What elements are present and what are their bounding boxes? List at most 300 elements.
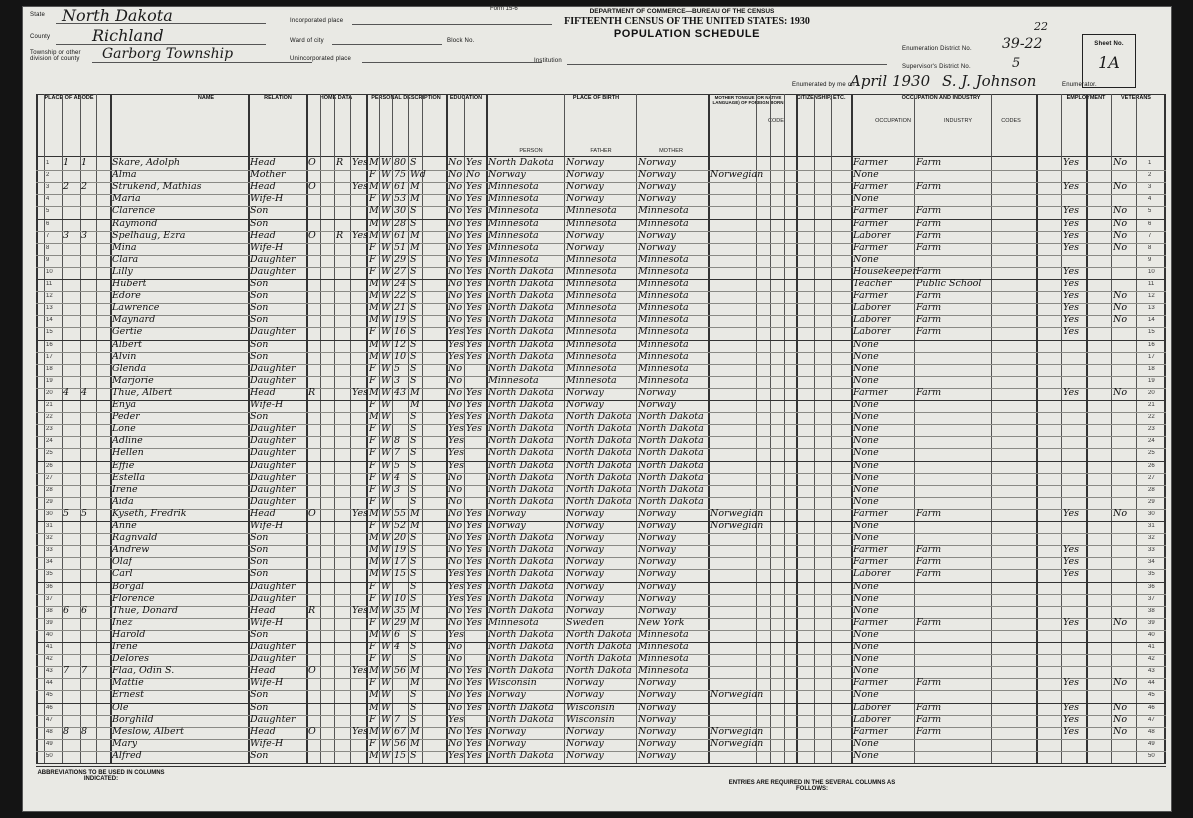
industry-cell: Farm <box>916 290 942 302</box>
marital-status-cell: S <box>410 495 417 507</box>
marital-status-cell: M <box>410 241 420 253</box>
sex-cell: F <box>369 362 376 374</box>
marital-status-cell: S <box>410 749 417 761</box>
race-cell: W <box>381 725 391 737</box>
marital-status-cell: M <box>410 229 420 241</box>
race-cell: W <box>381 495 391 507</box>
attended-school-cell: No <box>448 544 463 556</box>
can-read-cell: Yes <box>466 604 482 616</box>
birthplace-father-cell: Norway <box>566 399 604 410</box>
line-number: 25 <box>46 450 53 457</box>
relation-cell: Wife-H <box>250 677 284 689</box>
birthplace-mother-cell: Minnesota <box>638 628 689 640</box>
form-number: Form 15-6 <box>490 6 518 12</box>
family-number-cell: 3 <box>81 229 88 241</box>
birthplace-person-cell: North Dakota <box>488 362 554 374</box>
birthplace-mother-cell: Minnesota <box>638 265 689 277</box>
can-read-cell: Yes <box>466 749 482 761</box>
line-number-right: 33 <box>1148 547 1155 554</box>
birthplace-father-cell: North Dakota <box>566 471 632 483</box>
birthplace-mother-cell: North Dakota <box>638 423 704 435</box>
line-number: 6 <box>46 220 50 227</box>
industry-cell: Farm <box>916 568 942 580</box>
occupation-cell: None <box>853 641 879 652</box>
sex-cell: F <box>369 520 376 531</box>
relation-cell: Son <box>250 205 269 217</box>
age-cell: 6 <box>394 628 401 640</box>
line-number: 38 <box>46 607 53 614</box>
line-number: 4 <box>46 196 50 203</box>
birthplace-person-cell: Minnesota <box>488 193 539 205</box>
marital-status-cell: S <box>410 556 417 568</box>
can-read-cell: Yes <box>466 616 482 628</box>
line-number: 16 <box>46 341 53 348</box>
sex-cell: M <box>369 604 379 616</box>
birthplace-father-cell: Minnesota <box>566 302 617 314</box>
can-read-cell: Yes <box>466 568 482 580</box>
birthplace-father-cell: Norway <box>566 507 604 519</box>
occupation-cell: None <box>853 423 879 435</box>
attended-school-cell: No <box>448 616 463 628</box>
age-cell: 29 <box>394 253 407 265</box>
occupation-cell: Laborer <box>853 302 892 314</box>
can-read-cell: Yes <box>466 665 482 677</box>
county-underline <box>56 44 266 45</box>
employed-cell: Yes <box>1063 241 1079 253</box>
birthplace-father-cell: Minnesota <box>566 217 617 229</box>
occupation-cell: None <box>853 665 879 677</box>
sex-cell: F <box>369 423 376 435</box>
sex-cell: M <box>369 544 379 556</box>
occupation-cell: Farmer <box>853 181 889 193</box>
sex-cell: F <box>369 471 376 483</box>
race-cell: W <box>381 665 391 677</box>
race-cell: W <box>381 737 391 749</box>
birthplace-father-cell: Minnesota <box>566 374 617 386</box>
sex-cell: F <box>369 435 376 447</box>
birthplace-mother-cell: Norway <box>638 544 676 556</box>
employed-cell: Yes <box>1063 229 1079 241</box>
employed-cell: Yes <box>1063 302 1079 314</box>
line-number-right: 40 <box>1148 631 1155 638</box>
can-read-cell: Yes <box>466 677 482 689</box>
race-cell: W <box>381 749 391 761</box>
can-read-cell: Yes <box>466 689 482 701</box>
can-read-cell: Yes <box>466 520 482 531</box>
birthplace-father-cell: Norway <box>566 737 604 749</box>
race-cell: W <box>381 314 391 326</box>
person-name-cell: Thue, Albert <box>112 386 173 398</box>
sex-cell: M <box>369 689 379 701</box>
line-number: 48 <box>46 728 53 735</box>
marital-status-cell: S <box>410 459 417 471</box>
dwelling-number-cell: 7 <box>63 665 70 677</box>
sex-cell: M <box>369 556 379 568</box>
birthplace-father-cell: Minnesota <box>566 290 617 302</box>
industry-cell: Farm <box>916 265 942 277</box>
birthplace-father-cell: Minnesota <box>566 350 617 362</box>
line-number-right: 14 <box>1148 317 1155 324</box>
industry-cell: Public School <box>916 278 982 289</box>
line-number-right: 30 <box>1148 510 1155 517</box>
birthplace-mother-cell: Norway <box>638 532 676 544</box>
can-read-cell: Yes <box>466 350 482 362</box>
race-cell: W <box>381 217 391 229</box>
relation-cell: Son <box>250 278 269 289</box>
relation-cell: Son <box>250 556 269 568</box>
birthplace-person-cell: North Dakota <box>488 157 554 168</box>
group-abode: PLACE OF ABODE <box>44 95 94 101</box>
can-read-cell: Yes <box>466 411 482 423</box>
birthplace-person-cell: Norway <box>488 169 526 181</box>
marital-status-cell: S <box>410 423 417 435</box>
attended-school-cell: No <box>448 665 463 677</box>
line-number: 35 <box>46 571 53 578</box>
occupation-cell: None <box>853 399 879 410</box>
age-cell: 17 <box>394 556 407 568</box>
birthplace-mother-cell: Norway <box>638 241 676 253</box>
occupation-cell: Laborer <box>853 568 892 580</box>
relation-cell: Daughter <box>250 483 296 495</box>
marital-status-cell: M <box>410 665 420 677</box>
line-number: 12 <box>46 293 53 300</box>
occupation-cell: None <box>853 580 879 592</box>
occupation-cell: Farmer <box>853 507 889 519</box>
line-number-right: 2 <box>1148 172 1152 179</box>
occupation-cell: Farmer <box>853 241 889 253</box>
relation-cell: Son <box>250 689 269 701</box>
line-number-right: 39 <box>1148 619 1155 626</box>
veteran-cell: No <box>1113 713 1128 725</box>
birthplace-mother-cell: Minnesota <box>638 253 689 265</box>
marital-status-cell: S <box>410 338 417 350</box>
veteran-cell: No <box>1113 677 1128 689</box>
birthplace-mother-cell: North Dakota <box>638 471 704 483</box>
employed-cell: Yes <box>1063 157 1079 168</box>
can-read-cell: Yes <box>466 278 482 289</box>
sex-cell: F <box>369 580 376 592</box>
line-number: 50 <box>46 752 53 759</box>
industry-cell: Farm <box>916 544 942 556</box>
sex-cell: M <box>369 350 379 362</box>
mother-tongue-cell: Norwegian <box>710 169 764 181</box>
line-number-right: 31 <box>1148 523 1155 529</box>
home-tenure-cell: O <box>308 725 316 737</box>
sheet-number-box <box>1082 34 1136 88</box>
line-number-right: 28 <box>1148 486 1155 493</box>
birthplace-mother-cell: Norway <box>638 157 676 168</box>
industry-cell: Farm <box>916 616 942 628</box>
on-farm-cell: Yes <box>352 725 368 737</box>
race-cell: W <box>381 471 391 483</box>
person-name-cell: Raymond <box>112 217 158 229</box>
age-cell: 8 <box>394 435 401 447</box>
marital-status-cell: M <box>410 507 420 519</box>
sex-cell: M <box>369 338 379 350</box>
township-label: Township or other division of county <box>30 50 81 62</box>
line-number: 46 <box>46 704 53 711</box>
birthplace-father-cell: North Dakota <box>566 483 632 495</box>
race-cell: W <box>381 205 391 217</box>
industry-cell: Farm <box>916 241 942 253</box>
line-number: 1 <box>46 160 50 166</box>
veteran-cell: No <box>1113 302 1128 314</box>
occupation-cell: Farmer <box>853 217 889 229</box>
birthplace-father-cell: North Dakota <box>566 641 632 652</box>
sex-cell: M <box>369 532 379 544</box>
attended-school-cell: Yes <box>448 749 464 761</box>
sex-cell: M <box>369 278 379 289</box>
occupation-cell: None <box>853 495 879 507</box>
line-number-right: 8 <box>1148 244 1152 251</box>
age-cell: 22 <box>394 290 407 302</box>
birthplace-father-cell: Norway <box>566 725 604 737</box>
employed-cell: Yes <box>1063 713 1079 725</box>
employed-cell: Yes <box>1063 205 1079 217</box>
race-cell: W <box>381 689 391 701</box>
relation-cell: Daughter <box>250 326 296 338</box>
line-number-right: 25 <box>1148 450 1155 457</box>
person-name-cell: Lawrence <box>112 302 160 314</box>
occupation-cell: Farmer <box>853 616 889 628</box>
radio-set-cell: R <box>336 157 344 168</box>
race-cell: W <box>381 265 391 277</box>
veteran-cell: No <box>1113 241 1128 253</box>
marital-status-cell: S <box>410 217 417 229</box>
industry-cell: Farm <box>916 157 942 168</box>
attended-school-cell: No <box>448 278 463 289</box>
birthplace-person-cell: Minnesota <box>488 616 539 628</box>
relation-cell: Son <box>250 568 269 580</box>
line-number-right: 45 <box>1148 692 1155 699</box>
person-name-cell: Ragnvald <box>112 532 158 544</box>
can-read-cell: Yes <box>466 532 482 544</box>
birthplace-father-cell: North Dakota <box>566 435 632 447</box>
home-tenure-cell: O <box>308 507 316 519</box>
enumerated-date: April 1930 <box>850 72 931 90</box>
abbreviations-note: ABBREVIATIONS TO BE USED IN COLUMNS INDICATED: <box>37 770 165 782</box>
relation-cell: Head <box>250 507 276 519</box>
person-name-cell: Clarence <box>112 205 156 217</box>
relation-cell: Son <box>250 701 269 713</box>
person-name-cell: Gertie <box>112 326 143 338</box>
race-cell: W <box>381 435 391 447</box>
line-number-right: 48 <box>1148 728 1155 735</box>
line-number-right: 6 <box>1148 220 1152 227</box>
employed-cell: Yes <box>1063 556 1079 568</box>
person-name-cell: Edore <box>112 290 141 302</box>
birthplace-father-cell: North Dakota <box>566 447 632 459</box>
line-number-right: 5 <box>1148 208 1152 215</box>
race-cell: W <box>381 229 391 241</box>
relation-cell: Son <box>250 411 269 423</box>
incorporated-label: Incorporated place <box>290 18 344 24</box>
birthplace-father-cell: North Dakota <box>566 411 632 423</box>
line-number: 28 <box>46 486 53 493</box>
family-number-cell: 2 <box>81 181 88 193</box>
can-read-cell: Yes <box>466 302 482 314</box>
home-tenure-cell: O <box>308 229 316 241</box>
group-home: HOME DATA <box>319 95 353 101</box>
line-number-right: 47 <box>1148 716 1155 723</box>
dwelling-number-cell: 2 <box>63 181 70 193</box>
family-number-cell: 7 <box>81 665 88 677</box>
marital-status-cell: S <box>410 532 417 544</box>
birthplace-person-cell: North Dakota <box>488 628 554 640</box>
sex-cell: M <box>369 302 379 314</box>
marital-status-cell: Wd <box>410 169 426 181</box>
attended-school-cell: No <box>448 302 463 314</box>
age-cell: 67 <box>394 725 407 737</box>
birthplace-person-cell: North Dakota <box>488 592 554 604</box>
occupation-cell: None <box>853 604 879 616</box>
birthplace-mother-cell: Norway <box>638 677 676 689</box>
age-cell: 3 <box>394 483 401 495</box>
race-cell: W <box>381 386 391 398</box>
relation-cell: Wife-H <box>250 193 284 205</box>
can-read-cell: Yes <box>466 399 482 410</box>
birthplace-person-cell: Wisconsin <box>488 677 537 689</box>
birthplace-person-cell: North Dakota <box>488 447 554 459</box>
line-number-right: 19 <box>1148 377 1155 384</box>
birthplace-person-cell: Norway <box>488 725 526 737</box>
birthplace-mother-cell: Minnesota <box>638 278 689 289</box>
group-occupation: OCCUPATION AND INDUSTRY <box>901 95 981 101</box>
age-cell: 5 <box>394 362 401 374</box>
birthplace-mother-cell: Norway <box>638 568 676 580</box>
age-cell: 5 <box>394 459 401 471</box>
attended-school-cell: No <box>448 604 463 616</box>
person-name-cell: Lone <box>112 423 136 435</box>
marital-status-cell: M <box>410 604 420 616</box>
occupation-cell: None <box>853 169 879 181</box>
marital-status-cell: S <box>410 653 417 665</box>
group-name: NAME <box>197 95 215 101</box>
birthplace-person-cell: North Dakota <box>488 713 554 725</box>
birthplace-person-cell: North Dakota <box>488 265 554 277</box>
birthplace-mother-cell: Norway <box>638 229 676 241</box>
attended-school-cell: No <box>448 217 463 229</box>
attended-school-cell: No <box>448 205 463 217</box>
birthplace-person-cell: North Dakota <box>488 278 554 289</box>
can-read-cell: Yes <box>466 544 482 556</box>
person-name-cell: Hubert <box>112 278 147 289</box>
line-number: 39 <box>46 619 53 626</box>
person-name-cell: Lilly <box>112 265 133 277</box>
line-number: 18 <box>46 365 53 372</box>
group-employment: EMPLOYMENT <box>1066 95 1106 101</box>
birthplace-person-cell: North Dakota <box>488 604 554 616</box>
birthplace-mother-cell: Norway <box>638 604 676 616</box>
sex-cell: M <box>369 229 379 241</box>
age-cell: 16 <box>394 326 407 338</box>
attended-school-cell: Yes <box>448 580 464 592</box>
birthplace-mother-cell: Norway <box>638 713 676 725</box>
age-cell: 4 <box>394 641 401 652</box>
line-number-right: 18 <box>1148 365 1155 372</box>
line-number-right: 35 <box>1148 571 1155 578</box>
sex-cell: M <box>369 568 379 580</box>
industry-cell: Farm <box>916 507 942 519</box>
relation-cell: Daughter <box>250 374 296 386</box>
occupation-cell: None <box>853 374 879 386</box>
col-code: CODE <box>768 118 784 124</box>
line-number-right: 29 <box>1148 498 1155 505</box>
birthplace-person-cell: North Dakota <box>488 532 554 544</box>
birthplace-mother-cell: Minnesota <box>638 338 689 350</box>
birthplace-mother-cell: Minnesota <box>638 217 689 229</box>
line-number-right: 44 <box>1148 680 1155 687</box>
home-tenure-cell: O <box>308 665 316 677</box>
attended-school-cell: No <box>448 193 463 205</box>
row-rule <box>36 763 1166 764</box>
marital-status-cell: M <box>410 737 420 749</box>
township-value: Garborg Township <box>102 46 234 62</box>
birthplace-father-cell: North Dakota <box>566 495 632 507</box>
person-name-cell: Skare, Adolph <box>112 157 181 168</box>
line-number-right: 27 <box>1148 474 1155 481</box>
occupation-cell: None <box>853 483 879 495</box>
employed-cell: Yes <box>1063 181 1079 193</box>
birthplace-mother-cell: Minnesota <box>638 314 689 326</box>
birthplace-mother-cell: Norway <box>638 169 676 181</box>
relation-cell: Head <box>250 386 276 398</box>
can-read-cell: Yes <box>466 181 482 193</box>
line-number-right: 4 <box>1148 196 1152 203</box>
occupation-cell: Farmer <box>853 677 889 689</box>
relation-cell: Son <box>250 350 269 362</box>
occupation-cell: None <box>853 689 879 701</box>
line-number-right: 13 <box>1148 305 1155 312</box>
birthplace-mother-cell: North Dakota <box>638 495 704 507</box>
line-number-right: 42 <box>1148 656 1155 663</box>
age-cell: 29 <box>394 616 407 628</box>
age-cell: 19 <box>394 314 407 326</box>
family-number-cell: 6 <box>81 604 88 616</box>
dwelling-number-cell: 8 <box>63 725 70 737</box>
attended-school-cell: No <box>448 507 463 519</box>
person-name-cell: Flaa, Odin S. <box>112 665 175 677</box>
line-number: 29 <box>46 498 53 505</box>
family-number-cell: 5 <box>81 507 88 519</box>
sex-cell: F <box>369 459 376 471</box>
birthplace-person-cell: Norway <box>488 689 526 701</box>
dwelling-number-cell: 6 <box>63 604 70 616</box>
sheet-value: 1A <box>1098 53 1120 72</box>
birthplace-father-cell: Norway <box>566 604 604 616</box>
person-name-cell: Strukend, Mathias <box>112 181 202 193</box>
marital-status-cell: M <box>410 386 420 398</box>
entries-note: ENTRIES ARE REQUIRED IN THE SEVERAL COLUMNS AS FOLLOWS: <box>728 780 896 792</box>
relation-cell: Daughter <box>250 447 296 459</box>
attended-school-cell: Yes <box>448 350 464 362</box>
birthplace-father-cell: Minnesota <box>566 253 617 265</box>
marital-status-cell: S <box>410 447 417 459</box>
birthplace-mother-cell: North Dakota <box>638 459 704 471</box>
line-number-right: 22 <box>1148 414 1155 421</box>
birthplace-person-cell: North Dakota <box>488 544 554 556</box>
age-cell: 7 <box>394 447 401 459</box>
home-tenure-cell: R <box>308 386 316 398</box>
line-number: 47 <box>46 716 53 723</box>
marital-status-cell: S <box>410 628 417 640</box>
birthplace-mother-cell: Norway <box>638 507 676 519</box>
employed-cell: Yes <box>1063 544 1079 556</box>
census-title: FIFTEENTH CENSUS OF THE UNITED STATES: 1930 <box>564 16 810 27</box>
on-farm-cell: Yes <box>352 386 368 398</box>
age-cell: 61 <box>394 181 407 193</box>
age-cell: 7 <box>394 713 401 725</box>
